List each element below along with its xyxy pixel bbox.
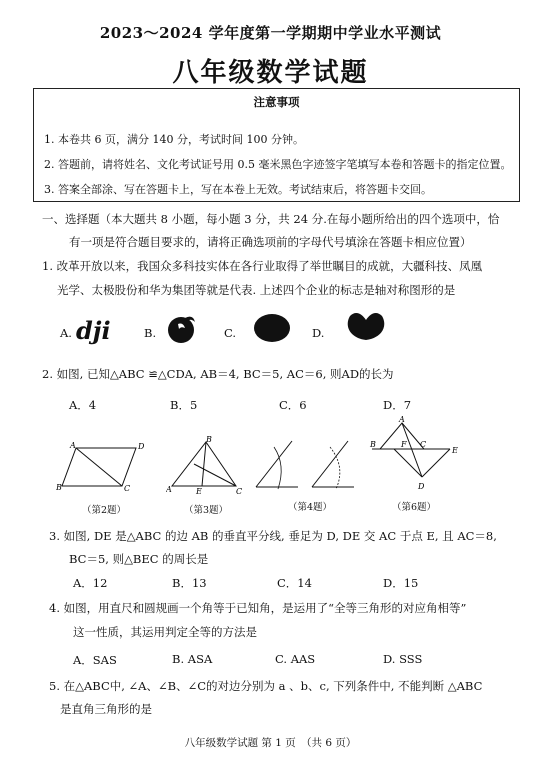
q3-option-c: C．14 <box>277 576 312 590</box>
q3-text-line1: 3. 如图, DE 是△ABC 的边 AB 的垂直平分线, 垂足为 D, DE 交 AC 于点 E, 且 AC＝8, <box>49 529 497 543</box>
figure-q2 <box>56 436 148 494</box>
svg-text:B: B <box>56 483 62 492</box>
taiji-logo <box>252 312 292 344</box>
q4-option-d: D. SSS <box>383 652 423 666</box>
notice-item-2: 2. 答题前，请将姓名、文化考试证号用 0.5 毫米黑色字迹签字笔填写本卷和答题卡的指定位置。 <box>44 158 512 171</box>
svg-text:B: B <box>370 440 376 449</box>
caption-q3: （第3题） <box>184 505 229 516</box>
exam-title: 2023～2024 学年度第一学期期中学业水平测试 <box>99 24 442 42</box>
q2-option-c: C．6 <box>279 398 307 412</box>
q4-option-a: A．SAS <box>73 653 117 667</box>
svg-text:C: C <box>420 440 427 449</box>
q2-option-b: B．5 <box>170 398 198 412</box>
figure-q4 <box>252 437 366 497</box>
svg-text:A: A <box>70 441 76 450</box>
q5-text-line2: 是直角三角形的是 <box>60 702 152 716</box>
q4-text-line1: 4. 如图，用直尺和圆规画一个角等于已知角，是运用了“全等三角形的对应角相等” <box>49 601 467 615</box>
dji-logo <box>76 318 128 346</box>
caption-q4: （第4题） <box>288 502 333 513</box>
q3-option-d: D．15 <box>383 576 419 590</box>
svg-text:D: D <box>138 442 145 451</box>
q3-option-b: B．13 <box>172 576 207 590</box>
phoenix-logo <box>163 310 199 346</box>
q2-option-d: D．7 <box>383 398 412 412</box>
figure-q6 <box>364 413 464 495</box>
caption-q6: （第6题） <box>392 502 437 513</box>
svg-text:D: D <box>418 482 425 491</box>
svg-text:A: A <box>399 415 405 424</box>
svg-text:E: E <box>452 446 458 455</box>
q3-option-a: A．12 <box>73 576 108 590</box>
q4-option-c: C. AAS <box>275 652 316 666</box>
svg-text:F: F <box>401 440 407 449</box>
notice-title: 注意事项 <box>253 95 300 109</box>
q1-option-b: B. <box>144 326 157 340</box>
q5-text-line1: 5. 在△ABC中, ∠A、∠B、∠C的对边分别为 a 、b、c, 下列条件中, 不能判断 △ABC <box>49 679 483 693</box>
section1-instructions-line1: 一、选择题（本大题共 8 小题，每小题 3 分，共 24 分.在每小题所给出的四个选项中，恰 <box>42 212 500 226</box>
notice-item-3: 3. 答案全部涂、写在答题卡上，写在本卷上无效。考试结束后，将答题卡交回。 <box>44 183 432 196</box>
q4-option-b: B. ASA <box>172 652 213 666</box>
q1-text-line2: 光学、太极股份和华为集团等就是代表. 上述四个企业的标志是轴对称图形的是 <box>57 283 456 297</box>
svg-text:E: E <box>196 487 202 496</box>
q1-option-d: D. <box>312 326 325 340</box>
page-footer: 八年级数学试题 第 1 页 （共 6 页） <box>184 737 357 749</box>
dji-logo-text: dji <box>76 318 111 345</box>
section1-instructions-line2: 有一项是符合题目要求的，请将正确选项前的字母代号填涂在答题卡相应位置） <box>69 235 472 249</box>
q2-text: 2. 如图, 已知△ABC ≌△CDA, AB＝4, BC＝5, AC＝6, 则AD的长为 <box>42 367 394 381</box>
svg-text:C: C <box>124 484 131 493</box>
caption-q2: （第2题） <box>82 505 127 516</box>
q2-option-a: A．4 <box>69 398 97 412</box>
svg-text:C: C <box>236 487 242 496</box>
notice-box <box>33 88 520 202</box>
q1-text-line1: 1. 改革开放以来，我国众多科技实体在各行业取得了举世瞩目的成就，大疆科技、凤凰 <box>42 259 483 273</box>
notice-item-1: 1. 本卷共 6 页，满分 140 分，考试时间 100 分钟。 <box>44 133 304 146</box>
q1-option-a: A. <box>60 326 72 340</box>
q4-text-line2: 这一性质，其运用判定全等的方法是 <box>73 625 257 639</box>
paper-title: 八年级数学试题 <box>172 58 369 88</box>
svg-text:B: B <box>206 435 212 444</box>
q1-option-c: C. <box>224 326 237 340</box>
huawei-logo <box>342 308 390 344</box>
figure-q3 <box>166 434 242 496</box>
q3-text-line2: BC＝5, 则△BEC 的周长是 <box>69 552 209 566</box>
svg-text:A: A <box>166 485 172 494</box>
